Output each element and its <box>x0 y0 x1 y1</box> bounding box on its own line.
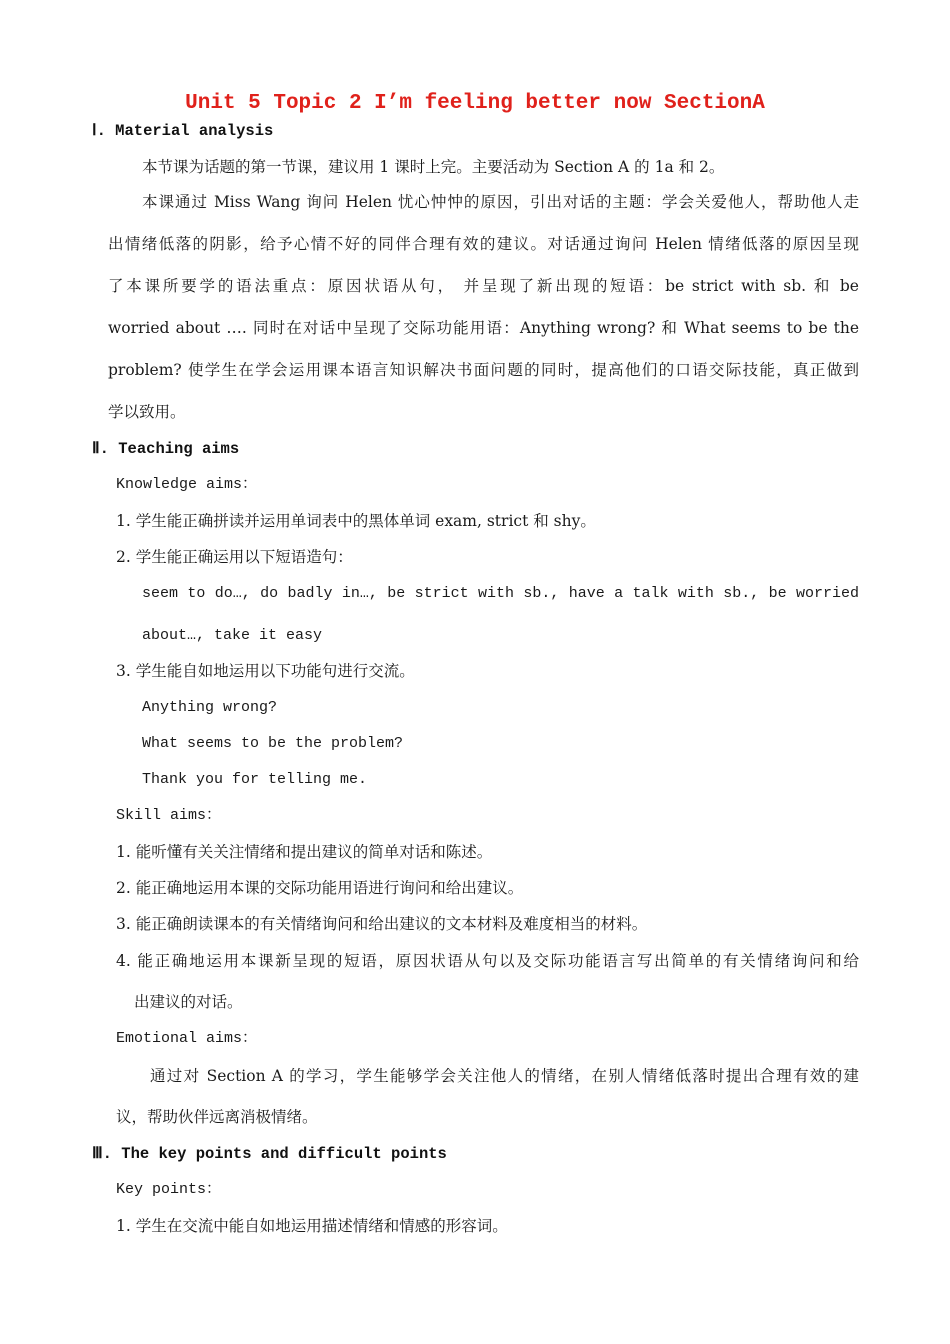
skill-aims-label: Skill aims： <box>116 807 222 824</box>
skill-aim-item: 1. 能听懂有关关注情绪和提出建议的简单对话和陈述。 <box>116 843 493 861</box>
material-paragraph-1: 本节课为话题的第一节课，建议用 1 课时上完。主要活动为 Section A 的 1a 和 2。 <box>142 158 725 176</box>
material-paragraph-2-line: 本课通过 Miss Wang 询问 Helen 忧心忡忡的原因，引出对话的主题：学会关爱他人，帮助他人走 <box>142 193 859 211</box>
function-sentence: Thank you for telling me. <box>142 771 368 788</box>
material-paragraph-2-line: 学以致用。 <box>108 403 186 421</box>
section-heading-key-points: Ⅲ. The key points and difficult points <box>92 1145 447 1163</box>
material-paragraph-2-line: worried about …. 同时在对话中呈现了交际功能用语：Anything wrong? 和 What seems to be the <box>108 319 859 337</box>
knowledge-aim-item: 3. 学生能自如地运用以下功能句进行交流。 <box>116 662 415 680</box>
knowledge-aim-item: 2. 学生能正确运用以下短语造句： <box>116 548 353 566</box>
function-sentence: What seems to be the problem? <box>142 735 404 752</box>
emotional-aims-label: Emotional aims： <box>116 1030 258 1047</box>
skill-aim-item-continued: 出建议的对话。 <box>134 993 243 1011</box>
phrase-list-line: about…, take it easy <box>142 627 323 644</box>
skill-aim-item: 4. 能正确地运用本课新呈现的短语，原因状语从句以及交际功能语言写出简单的有关情绪询问和给 <box>116 952 859 970</box>
knowledge-aims-label: Knowledge aims： <box>116 476 258 493</box>
function-sentence: Anything wrong? <box>142 699 278 716</box>
material-paragraph-2-line: 了本课所要学的语法重点：原因状语从句， 并呈现了新出现的短语：be strict with sb. 和 be <box>108 277 859 295</box>
key-points-label: Key points： <box>116 1181 222 1198</box>
emotional-aim-line: 通过对 Section A 的学习，学生能够学会关注他人的情绪，在别人情绪低落时提出合理有效的建 <box>150 1067 859 1085</box>
section-heading-material-analysis: Ⅰ. Material analysis <box>92 122 274 140</box>
knowledge-aim-item: 1. 学生能正确拼读并运用单词表中的黑体单词 exam, strict 和 shy。 <box>116 512 596 530</box>
key-point-item: 1. 学生在交流中能自如地运用描述情绪和情感的形容词。 <box>116 1217 508 1235</box>
document-title: Unit 5 Topic 2 I’m feeling better now SectionA <box>185 92 765 115</box>
material-paragraph-2-line: problem? 使学生在学会运用课本语言知识解决书面问题的同时，提高他们的口语交际技能，真正做到 <box>108 361 859 379</box>
skill-aim-item: 3. 能正确朗读课本的有关情绪询问和给出建议的文本材料及难度相当的材料。 <box>116 915 648 933</box>
skill-aim-item: 2. 能正确地运用本课的交际功能用语进行询问和给出建议。 <box>116 879 524 897</box>
material-paragraph-2-line: 出情绪低落的阴影，给予心情不好的同伴合理有效的建议。对话通过询问 Helen 情绪低落的原因呈现 <box>108 235 859 253</box>
section-heading-teaching-aims: Ⅱ. Teaching aims <box>92 440 240 458</box>
phrase-list-line: seem to do…, do badly in…, be strict with sb., have a talk with sb., be worried <box>142 585 859 602</box>
emotional-aim-line: 议，帮助伙伴远离消极情绪。 <box>116 1108 318 1126</box>
